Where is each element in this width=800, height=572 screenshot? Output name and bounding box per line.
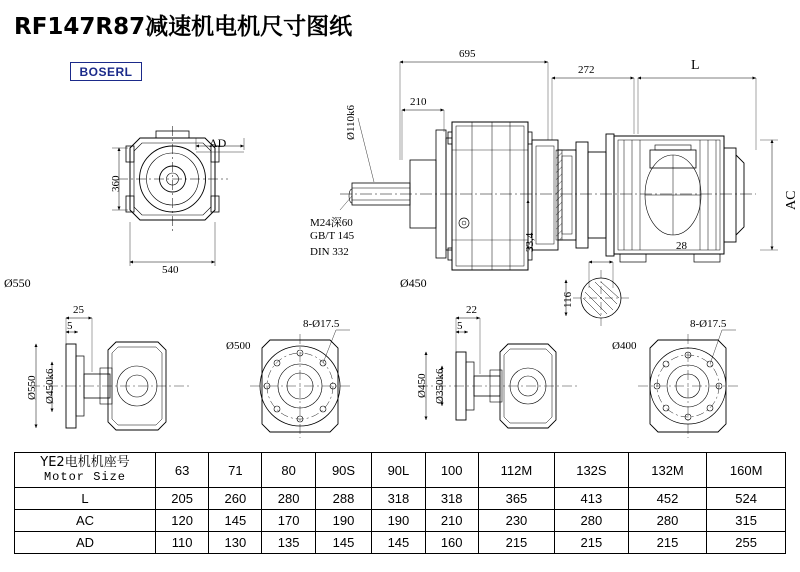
dim-33-4: 33,4 xyxy=(524,232,536,252)
table-cell: 205 xyxy=(156,488,209,510)
table-row-label: AC xyxy=(15,510,156,532)
table-cell: 318 xyxy=(425,488,478,510)
note-thread-2: GB/T 145 xyxy=(310,230,355,242)
table-cell: 215 xyxy=(478,532,554,554)
table-cell: 170 xyxy=(262,510,315,532)
table-cell: 452 xyxy=(628,488,707,510)
table-cell: 120 xyxy=(156,510,209,532)
table-cell: 135 xyxy=(262,532,315,554)
table-cell: 413 xyxy=(555,488,629,510)
page-title: RF147R87减速机电机尺寸图纸 xyxy=(14,14,353,40)
table-column-header: 80 xyxy=(262,453,315,488)
table-header-label: YE2电机机座号 Motor Size xyxy=(15,453,156,488)
table-row xyxy=(15,510,786,532)
view-gearbox-assembly xyxy=(340,122,756,270)
table-cell: 160 xyxy=(425,532,478,554)
motor-size-table xyxy=(14,452,786,554)
dim-f3-22: 22 xyxy=(466,304,477,316)
table-column-header: 112M xyxy=(478,453,554,488)
note-thread-1: M24深60 xyxy=(310,217,353,229)
table-column-header: 132M xyxy=(628,453,707,488)
dim-116: 116 xyxy=(562,291,574,308)
table-cell: 190 xyxy=(315,510,372,532)
table-header-row xyxy=(15,453,786,488)
table-cell: 230 xyxy=(478,510,554,532)
table-cell: 215 xyxy=(628,532,707,554)
dim-f1-5: 5 xyxy=(67,320,73,332)
dim-AD: AD xyxy=(209,136,227,150)
table-cell: 145 xyxy=(372,532,425,554)
dim-AC: AC xyxy=(784,190,799,210)
table-row-label: AD xyxy=(15,532,156,554)
table-column-header: 90S xyxy=(315,453,372,488)
dim-f3-dia-350: Ø350k6 xyxy=(434,368,446,404)
table-cell: 280 xyxy=(262,488,315,510)
dim-695: 695 xyxy=(459,48,476,60)
dim-dia-450: Ø450 xyxy=(400,276,427,290)
detail-key-section xyxy=(566,262,629,326)
table-column-header: 160M xyxy=(707,453,786,488)
dim-f1-25: 25 xyxy=(73,304,84,316)
table-cell: 280 xyxy=(628,510,707,532)
view-flange-400-face xyxy=(638,330,738,438)
brand-logo-text: BOSERL xyxy=(79,64,133,79)
table-column-header: 132S xyxy=(555,453,629,488)
dim-f2-holes: 8-Ø17.5 xyxy=(303,318,340,330)
table-column-header: 90L xyxy=(372,453,425,488)
table-cell: 215 xyxy=(555,532,629,554)
table-column-header: 100 xyxy=(425,453,478,488)
table-cell: 318 xyxy=(372,488,425,510)
dim-f3-5: 5 xyxy=(457,320,463,332)
table-cell: 365 xyxy=(478,488,554,510)
dim-272: 272 xyxy=(578,64,595,76)
dim-shaft-diameter: Ø110k6 xyxy=(345,104,357,140)
table-cell: 145 xyxy=(209,510,262,532)
view-flange-500-face xyxy=(250,330,350,438)
dim-shaft-tolerance: k6 xyxy=(345,104,357,116)
dim-dia-550: Ø550 xyxy=(4,276,31,290)
table-row-label: L xyxy=(15,488,156,510)
table-column-header: 63 xyxy=(156,453,209,488)
table-cell: 190 xyxy=(372,510,425,532)
dim-210: 210 xyxy=(410,96,427,108)
dim-28: 28 xyxy=(676,240,687,252)
dim-f1-dia-550: Ø550 xyxy=(26,375,38,400)
dim-L: L xyxy=(691,58,700,73)
dim-f3-dia-450: Ø450 xyxy=(416,373,428,398)
table-cell: 145 xyxy=(315,532,372,554)
table-cell: 260 xyxy=(209,488,262,510)
table-column-header: 71 xyxy=(209,453,262,488)
table-cell: 210 xyxy=(425,510,478,532)
table-cell: 288 xyxy=(315,488,372,510)
table-row xyxy=(15,488,786,510)
dim-f4-dia-400: Ø400 xyxy=(612,340,637,352)
dim-540: 540 xyxy=(162,264,179,276)
table-cell: 130 xyxy=(209,532,262,554)
table-cell: 255 xyxy=(707,532,786,554)
dim-f4-holes: 8-Ø17.5 xyxy=(690,318,727,330)
table-row xyxy=(15,532,786,554)
dim-f2-dia-500: Ø500 xyxy=(226,340,251,352)
table-cell: 315 xyxy=(707,510,786,532)
dim-f1-dia-450: Ø450k6 xyxy=(44,368,56,404)
table-body xyxy=(15,453,786,554)
table-cell: 280 xyxy=(555,510,629,532)
dim-360: 360 xyxy=(110,175,122,192)
table-cell: 524 xyxy=(707,488,786,510)
note-thread-3: DIN 332 xyxy=(310,246,349,258)
table-cell: 110 xyxy=(156,532,209,554)
